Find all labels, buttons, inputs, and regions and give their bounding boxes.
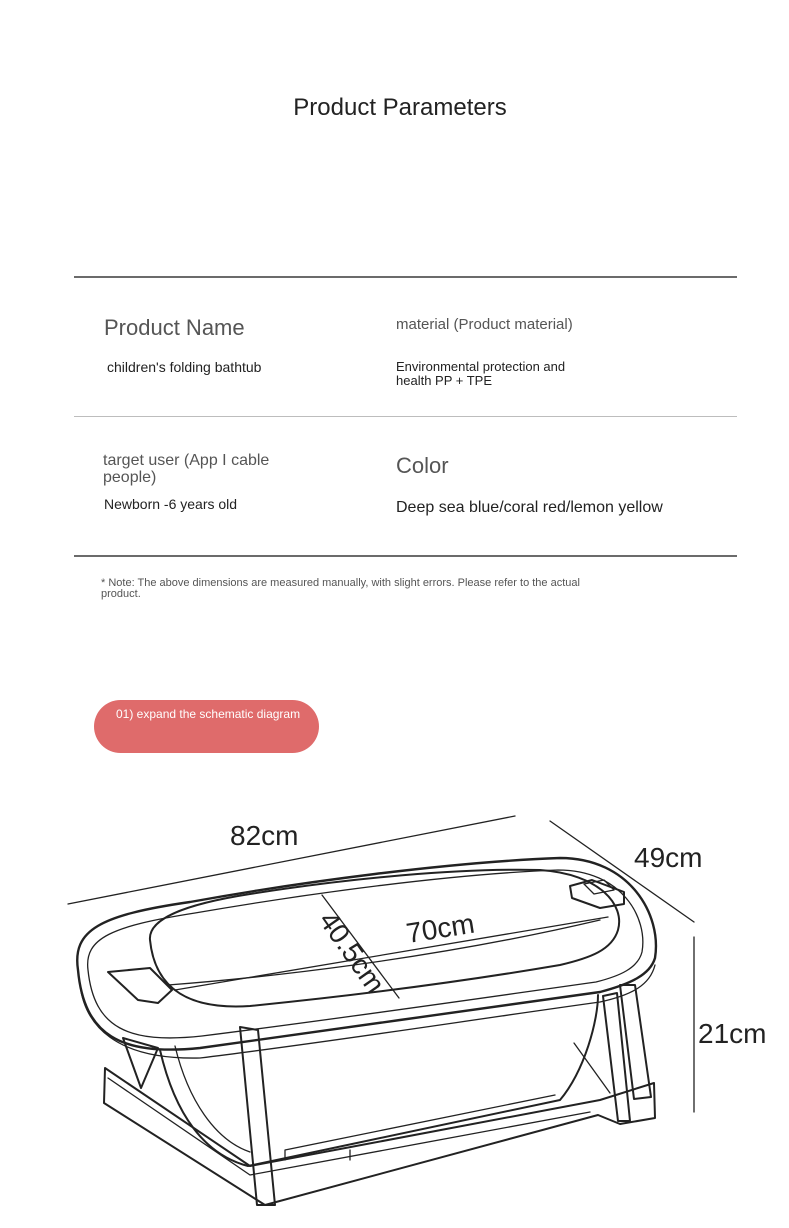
product-name-value: children's folding bathtub: [107, 359, 262, 375]
tub-leg-left: [123, 1038, 158, 1088]
table-middle-divider: [74, 416, 737, 417]
height-label: 21cm: [698, 1018, 767, 1049]
material-value: Environmental protection and health PP + TPE: [396, 359, 566, 388]
measurement-note: * Note: The above dimensions are measured manually, with slight errors. Please refer to the actual product.: [101, 577, 580, 600]
width-label: 49cm: [634, 842, 703, 873]
target-user-label: target user (App I cable people): [103, 452, 270, 486]
material-label: material (Product material): [396, 316, 573, 333]
bathtub-dimension-diagram: [0, 790, 789, 1220]
table-bottom-divider: [74, 555, 737, 557]
tub-leg-front: [240, 1027, 275, 1205]
tub-soap-holder: [108, 968, 172, 1003]
section-pill-expand-diagram: 01) expand the schematic diagram: [94, 700, 319, 753]
inner-width-label: 40.5cm: [313, 905, 392, 999]
table-top-divider: [74, 276, 737, 278]
tub-basin-body: [160, 995, 598, 1166]
target-user-value: Newborn -6 years old: [104, 496, 238, 512]
tub-base-frame: [104, 1068, 655, 1205]
inner-length-line: [175, 917, 608, 990]
inner-length-label: 70cm: [404, 907, 477, 949]
page-title: Product Parameters: [293, 94, 507, 121]
color-value: Deep sea blue/coral red/lemon yellow: [396, 499, 663, 516]
tub-leg-right: [603, 993, 630, 1121]
tub-inner-bowl: [150, 870, 619, 1007]
color-label: Color: [396, 453, 449, 478]
product-name-label: Product Name: [104, 315, 245, 340]
length-label: 82cm: [230, 820, 299, 851]
